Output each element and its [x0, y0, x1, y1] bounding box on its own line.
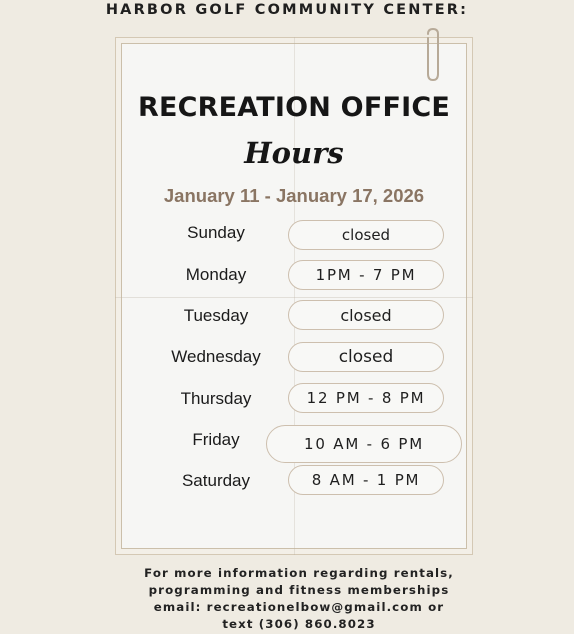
- organization-header: HARBOR GOLF COMMUNITY CENTER:: [105, 2, 469, 18]
- day-label-sunday: Sunday: [187, 223, 245, 242]
- card-subtitle: Hours: [244, 136, 344, 170]
- paperclip-icon: [420, 28, 446, 84]
- footer-line: For more information regarding rentals,: [144, 566, 454, 580]
- footer-line: programming and fitness memberships: [148, 583, 450, 597]
- hours-pill-monday: [288, 260, 444, 290]
- hours-pill-friday: [266, 425, 462, 463]
- date-range: January 11 - January 17, 2026: [163, 185, 425, 206]
- card-title: RECREATION OFFICE: [137, 92, 451, 123]
- hours-value: 8 AM - 1 PM: [311, 471, 421, 489]
- day-label-saturday: Saturday: [181, 471, 251, 490]
- contact-footer: [0, 565, 574, 633]
- hours-pill-tuesday: [288, 300, 444, 330]
- day-label-tuesday: Tuesday: [183, 306, 249, 325]
- hours-value: closed: [340, 305, 392, 325]
- hours-pill-sunday: [288, 220, 444, 250]
- day-label-monday: Monday: [185, 265, 247, 284]
- day-label-wednesday: Wednesday: [171, 347, 261, 366]
- hours-value: 12 PM - 8 PM: [306, 389, 426, 407]
- day-label-thursday: Thursday: [180, 389, 252, 408]
- footer-line: text (306) 860.8023: [222, 617, 376, 631]
- hours-pill-thursday: [288, 383, 444, 413]
- footer-line: email: recreationelbow@gmail.com or: [153, 600, 445, 614]
- hours-value: 1PM - 7 PM: [315, 266, 417, 284]
- hours-pill-wednesday: [288, 342, 444, 372]
- hours-value: 10 AM - 6 PM: [304, 435, 424, 453]
- day-label-friday: Friday: [192, 430, 240, 449]
- hours-value: closed: [341, 226, 391, 244]
- hours-value: closed: [338, 347, 394, 367]
- hours-pill-saturday: [288, 465, 444, 495]
